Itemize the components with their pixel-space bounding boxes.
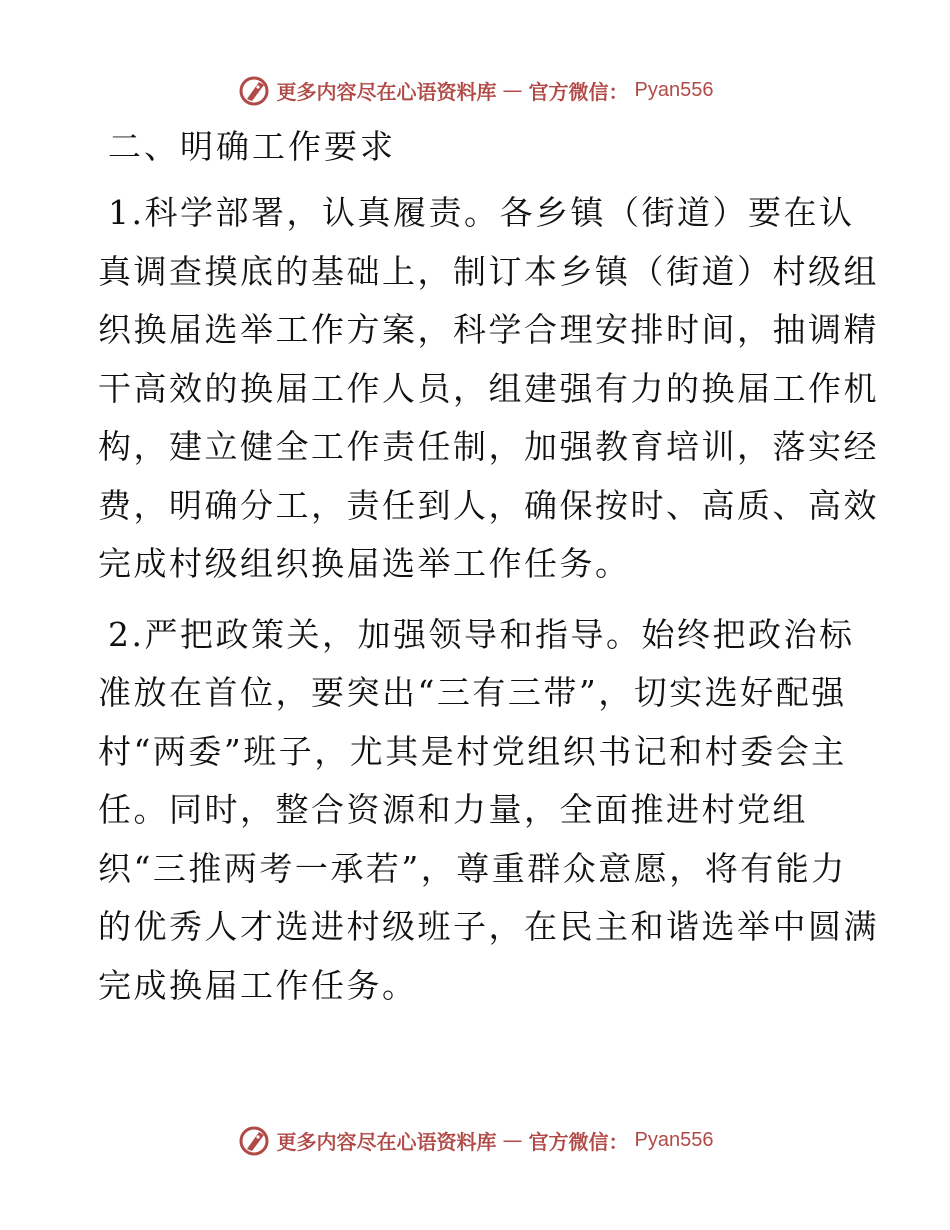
paragraph-1 [98,184,879,594]
paragraph-line: 任。同时，整合资源和力量，全面推进村党组 [98,790,808,829]
paragraph-line: 完成换届工作任务。 [98,965,418,1005]
footer-watermark [0,1120,950,1160]
paragraph-line: 村“两委”班子，尤其是村党组织书记和村委会主 [98,731,847,771]
watermark-label: 官方微信： [528,1129,629,1154]
paragraph-line: 的优秀人才选进村级班子，在民主和谐选举中圆满 [98,907,879,946]
paragraph-2 [98,606,879,1016]
paragraph-line: 织换届选举工作方案，科学合理安排时间，抽调精 [98,310,879,349]
watermark-text: 更多内容尽在心语资料库 [276,79,497,104]
paragraph-line: 真调查摸底的基础上，制订本乡镇（街道）村级组 [98,251,879,291]
paragraph-line: 准放在首位，要突出“三有三带”，切实选好配强 [98,673,847,712]
paragraph-line: 1.科学部署，认真履责。各乡镇（街道）要在认 [108,193,855,232]
watermark-label: 官方微信： [528,79,629,104]
section-heading: 二、明确工作要求 [108,127,396,166]
header-watermark [0,70,950,110]
pen-nib-logo-icon [237,73,271,107]
pen-nib-logo-icon [237,1123,271,1157]
watermark-account: Pyan556 [634,1128,714,1151]
paragraph-line: 织“三推两考一承若”，尊重群众意愿，将有能力 [98,848,847,888]
watermark-account: Pyan556 [634,78,714,101]
paragraph-line: 干高效的换届工作人员，组建强有力的换届工作机 [98,368,879,408]
paragraph-line: 费，明确分工，责任到人，确保按时、高质、高效 [98,485,879,525]
document-body [98,118,879,1027]
watermark-dash: — [502,78,523,102]
watermark-text: 更多内容尽在心语资料库 [276,1129,497,1154]
paragraph-line: 构，建立健全工作责任制，加强教育培训，落实经 [98,427,879,466]
paragraph-line: 2.严把政策关，加强领导和指导。始终把政治标 [108,614,855,654]
paragraph-line: 完成村级组织换届选举工作任务。 [98,544,631,583]
watermark-dash: — [502,1128,523,1152]
